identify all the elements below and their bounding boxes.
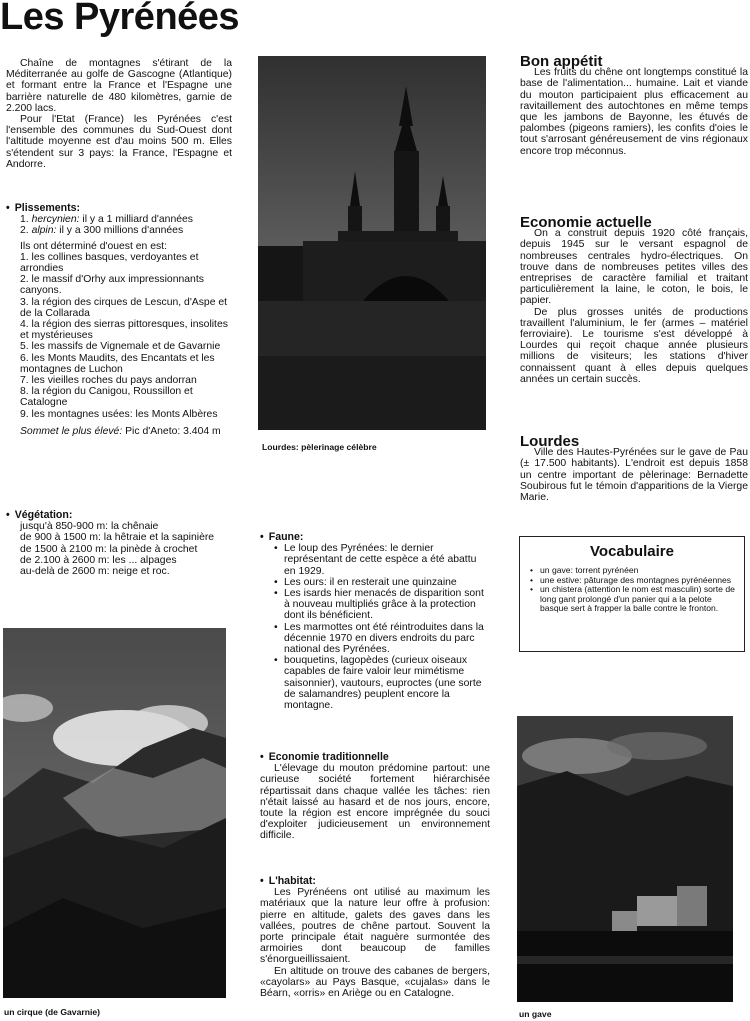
plissements-heading: • Plissements: bbox=[6, 203, 232, 214]
plissements-lead: Ils ont déterminé d'ouest en est: bbox=[20, 240, 167, 252]
list-item: • Les marmottes ont été réintroduites dans la décennie 1970 en divers endroits du parc national des Pyrénées. bbox=[272, 622, 490, 656]
vegetation-list bbox=[6, 521, 232, 577]
bon-appetit-heading: Bon appétit bbox=[520, 53, 603, 70]
gavarnie-caption: un cirque (de Gavarnie) bbox=[4, 1007, 100, 1017]
summit-info: Sommet le plus élevé: Pic d'Aneto: 3.404 m bbox=[20, 425, 221, 437]
list-item: • Les isards hier menacés de disparition sont à nouveau multipliés grâce à la protection dont ils bénéficient. bbox=[272, 588, 490, 622]
faune-section bbox=[260, 532, 490, 711]
faune-list bbox=[260, 543, 490, 711]
lourdes-section bbox=[520, 433, 748, 504]
list-item: au-delà de 2600 m: neige et roc. bbox=[20, 566, 170, 578]
list-item: jusqu'à 850-900 m: la chênaie bbox=[20, 521, 159, 533]
plissement-type-1: 1. hercynien: il y a 1 milliard d'années bbox=[20, 214, 193, 226]
habitat-paragraph-2: En altitude on trouve des cabanes de bergers, «cayolars» au Pays Basque, «cujalas» dans le Béarn, «orris» en Ariège ou en Catalogne. bbox=[260, 965, 490, 1000]
lourdes-heading: Lourdes bbox=[520, 433, 580, 450]
list-item: • un chistera (attention le nom est masculin) sorte de long gant prolongé d'un panier qui a la pelote basque sert à frapper la balle contre le fronton. bbox=[528, 585, 736, 614]
list-item: • un gave: torrent pyrénéen bbox=[528, 566, 736, 576]
lourdes-text: Ville des Hautes-Pyrénées sur le gave de Pau (± 17.500 habitants). L'endroit est depuis 1858 un centre important de pèlerinage: Bernadette Soubirous fut le témoin d'apparitions de la Vierge Marie. bbox=[520, 447, 748, 504]
habitat-paragraph-1: Les Pyrénéens ont utilisé au maximum les matériaux que la nature leur offre à profusion: pierre en altitude, galets des gaves dans les vallées, poutres de chêne partout. Souvent la porte principale était naguère surmontée des armoiries dont beaucoup de familles s'énorgueillissaient. bbox=[260, 887, 490, 966]
plissement-type-2: 2. alpin: il y a 300 millions d'années bbox=[20, 225, 184, 237]
list-item: 9. les montagnes usées: les Monts Albères bbox=[20, 408, 218, 420]
list-item: 5. les massifs de Vignemale et de Gavarnie bbox=[20, 341, 221, 353]
eco-actuelle-paragraph-1: On a construit depuis 1920 côté français, depuis 1945 sur le versant espagnol de nombreuses centrales hydro-électriques. On trouve dans de nombreuses petites villes des entreprises de caractère familial et traitant particulièrement la laine, le coton, le bois, le papier. bbox=[520, 228, 748, 307]
list-item: 3. la région des cirques de Lescun, d'Aspe et de la Collarada bbox=[20, 296, 228, 319]
list-item: 4. la région des sierras pittoresques, insolites et mystérieuses bbox=[20, 319, 228, 342]
habitat-section bbox=[260, 876, 490, 999]
vocabulaire-box bbox=[519, 536, 745, 652]
plissements-section bbox=[6, 203, 232, 437]
lourdes-caption: Lourdes: pèlerinage célèbre bbox=[262, 442, 377, 452]
page-title: Les Pyrénées bbox=[0, 0, 240, 38]
vocabulaire-list bbox=[528, 566, 736, 614]
lourdes-photo bbox=[258, 56, 486, 430]
habitat-heading: • L'habitat: bbox=[260, 876, 490, 887]
intro-paragraph-2: Pour l'Etat (France) les Pyrénées c'est l'ensemble des communes du Sud-Ouest dont l'altitude moyenne est d'au moins 500 m. Elles s'étendent sur 3 pays: la France, l'Espagne et Andorre. bbox=[6, 114, 232, 170]
list-item: 6. les Monts Maudits, des Encantats et les montagnes de Luchon bbox=[20, 352, 215, 375]
list-item: 1. les collines basques, verdoyantes et arrondies bbox=[20, 251, 199, 275]
list-item: 7. les vieilles roches du pays andorran bbox=[20, 375, 197, 387]
eco-actuelle-paragraph-2: De plus grosses unités de productions travaillent l'aluminium, le fer (armes – matériel ferroviaire). Le tourisme s'est développé à Lourdes qui reçoit chaque année plusieurs millions de visiteurs; les stations d'hiver connaissent quant à elles depuis quelques années un certain succès. bbox=[520, 306, 748, 385]
eco-trad-section bbox=[260, 752, 490, 842]
intro-paragraph-1: Chaîne de montagnes s'étirant de la Méditerranée au golfe de Gascogne (Atlantique) et formant entre la France et l'Espagne une barrière naturelle de 480 kilomètres, garnie de 2.200 lacs. bbox=[6, 58, 232, 114]
eco-actuelle-heading: Economie actuelle bbox=[520, 214, 652, 231]
list-item: de 2.100 à 2600 m: les ... alpages bbox=[20, 554, 177, 566]
list-item: 2. le massif d'Orhy aux impressionnants canyons. bbox=[20, 274, 204, 297]
eco-trad-text: L'élevage du mouton prédomine partout: une curieuse société fortement hiérarchisée répartissait dans chaque vallée les tâches: rien n'était laissé au hasard et de nos jours, encore, toute la région est encore imprégnée du souci d'exploiter judicieusement un environnement difficile. bbox=[260, 763, 490, 842]
list-item: de 900 à 1500 m: la hêtraie et la sapinière bbox=[20, 532, 215, 544]
vegetation-heading: • Végétation: bbox=[6, 510, 232, 521]
list-item: 8. la région du Canigou, Roussillon et Catalogne bbox=[20, 386, 193, 409]
list-item: • bouquetins, lagopèdes (curieux oiseaux capables de faire valoir leur mimétisme saisonnier), vautours, euproctes (une sorte de salamandres) peuplent encore la montagne. bbox=[272, 655, 490, 711]
list-item: • Les ours: il en resterait une quinzaine bbox=[272, 577, 490, 588]
plissements-list bbox=[20, 252, 232, 420]
list-item: • une estive: pâturage des montagnes pyrénéennes bbox=[528, 576, 736, 586]
gave-caption: un gave bbox=[519, 1009, 552, 1019]
vocabulaire-heading: Vocabulaire bbox=[590, 543, 674, 560]
list-item: de 1500 à 2100 m: la pinède à crochet bbox=[20, 543, 198, 555]
gavarnie-photo bbox=[3, 628, 226, 998]
bon-appetit-text: Les fruits du chêne ont longtemps constitué la base de l'alimentation... humaine. Lait et viande du mouton participaient plus efficacement au ravitaillement des autochtones en même temps que les jambons de Bayonne, les étuvés de palombes (pigeons ramiers), les confits d'oies le tout s'arrosant généreusement de vins régionaux encore trop méconnus. bbox=[520, 67, 748, 157]
list-item: • Le loup des Pyrénées: le dernier représentant de cette espèce a été abattu en 1929. bbox=[272, 543, 490, 577]
intro-section bbox=[6, 58, 232, 170]
vegetation-section bbox=[6, 510, 232, 577]
gave-photo bbox=[517, 716, 733, 1002]
bon-appetit-section bbox=[520, 53, 748, 157]
faune-heading: • Faune: bbox=[260, 532, 490, 543]
eco-trad-heading: • Economie traditionnelle bbox=[260, 752, 490, 763]
eco-actuelle-section bbox=[520, 214, 748, 385]
